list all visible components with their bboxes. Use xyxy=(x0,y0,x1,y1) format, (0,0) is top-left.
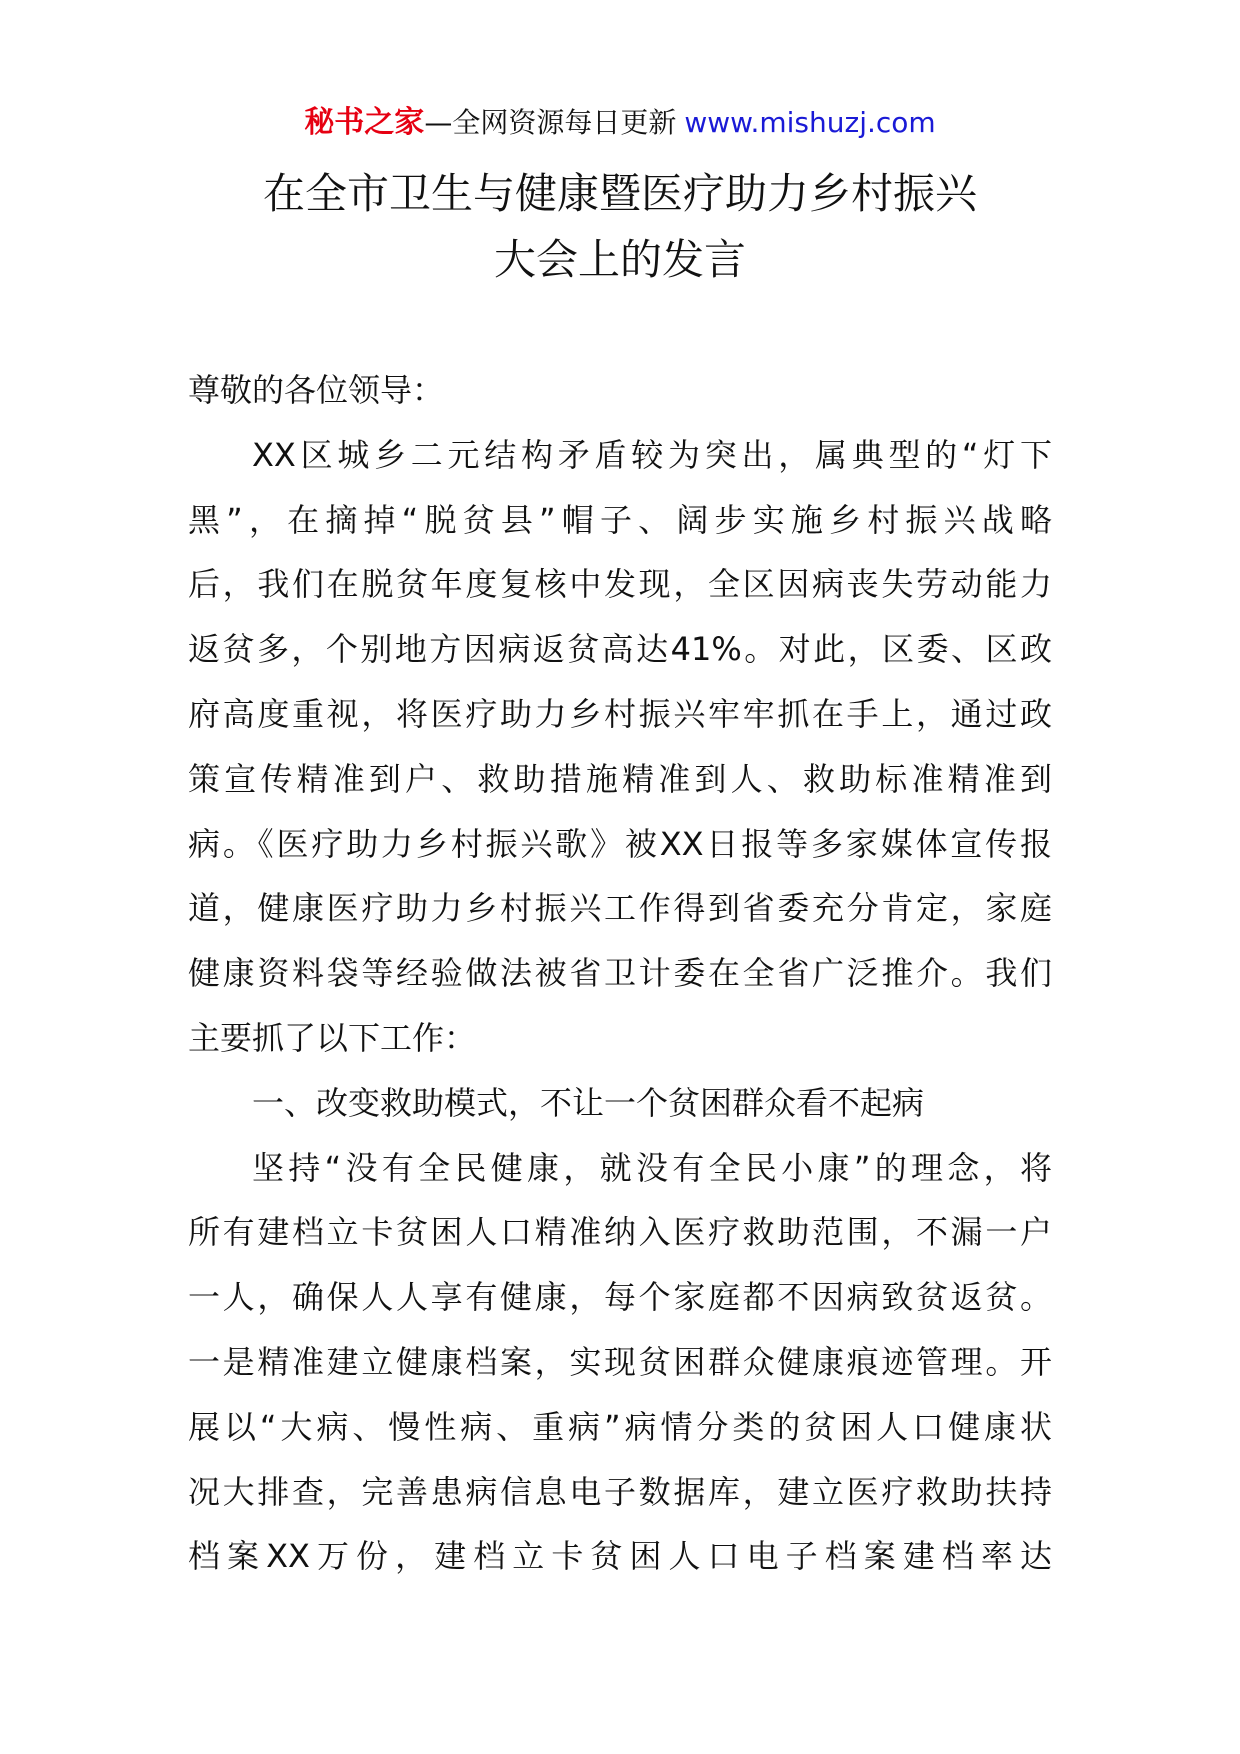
document-body xyxy=(188,358,1052,1589)
paragraph-line: XX区城乡二元结构矛盾较为突出，属典型的“灯下 xyxy=(252,435,1052,474)
header-tagline: —全网资源每日更新 xyxy=(424,106,677,139)
paragraph-line: 档案XX万份，建档立卡贫困人口电子档案建档率达 xyxy=(188,1537,1052,1576)
paragraph-line: 一是精准建立健康档案，实现贫困群众健康痕迹管理。开 xyxy=(188,1342,1052,1381)
paragraph-line: 所有建档立卡贫困人口精准纳入医疗救助范围，不漏一户 xyxy=(188,1213,1052,1252)
document-title-line-1: 在全市卫生与健康暨医疗助力乡村振兴 xyxy=(262,169,977,218)
paragraph-line: 坚持“没有全民健康，就没有全民小康”的理念，将 xyxy=(252,1148,1052,1187)
paragraph-line: 健康资料袋等经验做法被省卫计委在全省广泛推介。我们 xyxy=(188,954,1052,993)
brand-name: 秘书之家 xyxy=(304,105,425,140)
salutation: 尊敬的各位领导： xyxy=(188,371,445,409)
paragraph-line: 病。《医疗助力乡村振兴歌》被XX日报等多家媒体宣传报 xyxy=(188,824,1052,863)
paragraph-line: 黑”，在摘掉“脱贫县”帽子、阔步实施乡村振兴战略 xyxy=(188,500,1052,539)
site-url[interactable]: www.mishuzj.com xyxy=(684,106,936,139)
paragraph-line: 府高度重视，将医疗助力乡村振兴牢牢抓在手上，通过政 xyxy=(188,694,1052,733)
paragraph-line: 一人，确保人人享有健康，每个家庭都不因病致贫返贫。 xyxy=(188,1278,1052,1317)
paragraph-line: 况大排查，完善患病信息电子数据库，建立医疗救助扶持 xyxy=(188,1472,1052,1511)
paragraph-line: 展以“大病、慢性病、重病”病情分类的贫困人口健康状 xyxy=(188,1407,1052,1446)
paragraph-line: 后，我们在脱贫年度复核中发现，全区因病丧失劳动能力 xyxy=(188,565,1052,604)
paragraph-line: 策宣传精准到户、救助措施精准到人、救助标准精准到 xyxy=(188,759,1052,798)
paragraph-line: 主要抓了以下工作： xyxy=(188,1018,477,1057)
paragraph-line: 返贫多，个别地方因病返贫高达41%。对此，区委、区政 xyxy=(188,630,1052,669)
section-heading: 一、改变救助模式，不让一个贫困群众看不起病 xyxy=(252,1083,925,1122)
document-title-line-2: 大会上的发言 xyxy=(493,235,746,284)
watermark-header xyxy=(0,98,1240,148)
paragraph-line: 道，健康医疗助力乡村振兴工作得到省委充分肯定，家庭 xyxy=(188,889,1052,928)
